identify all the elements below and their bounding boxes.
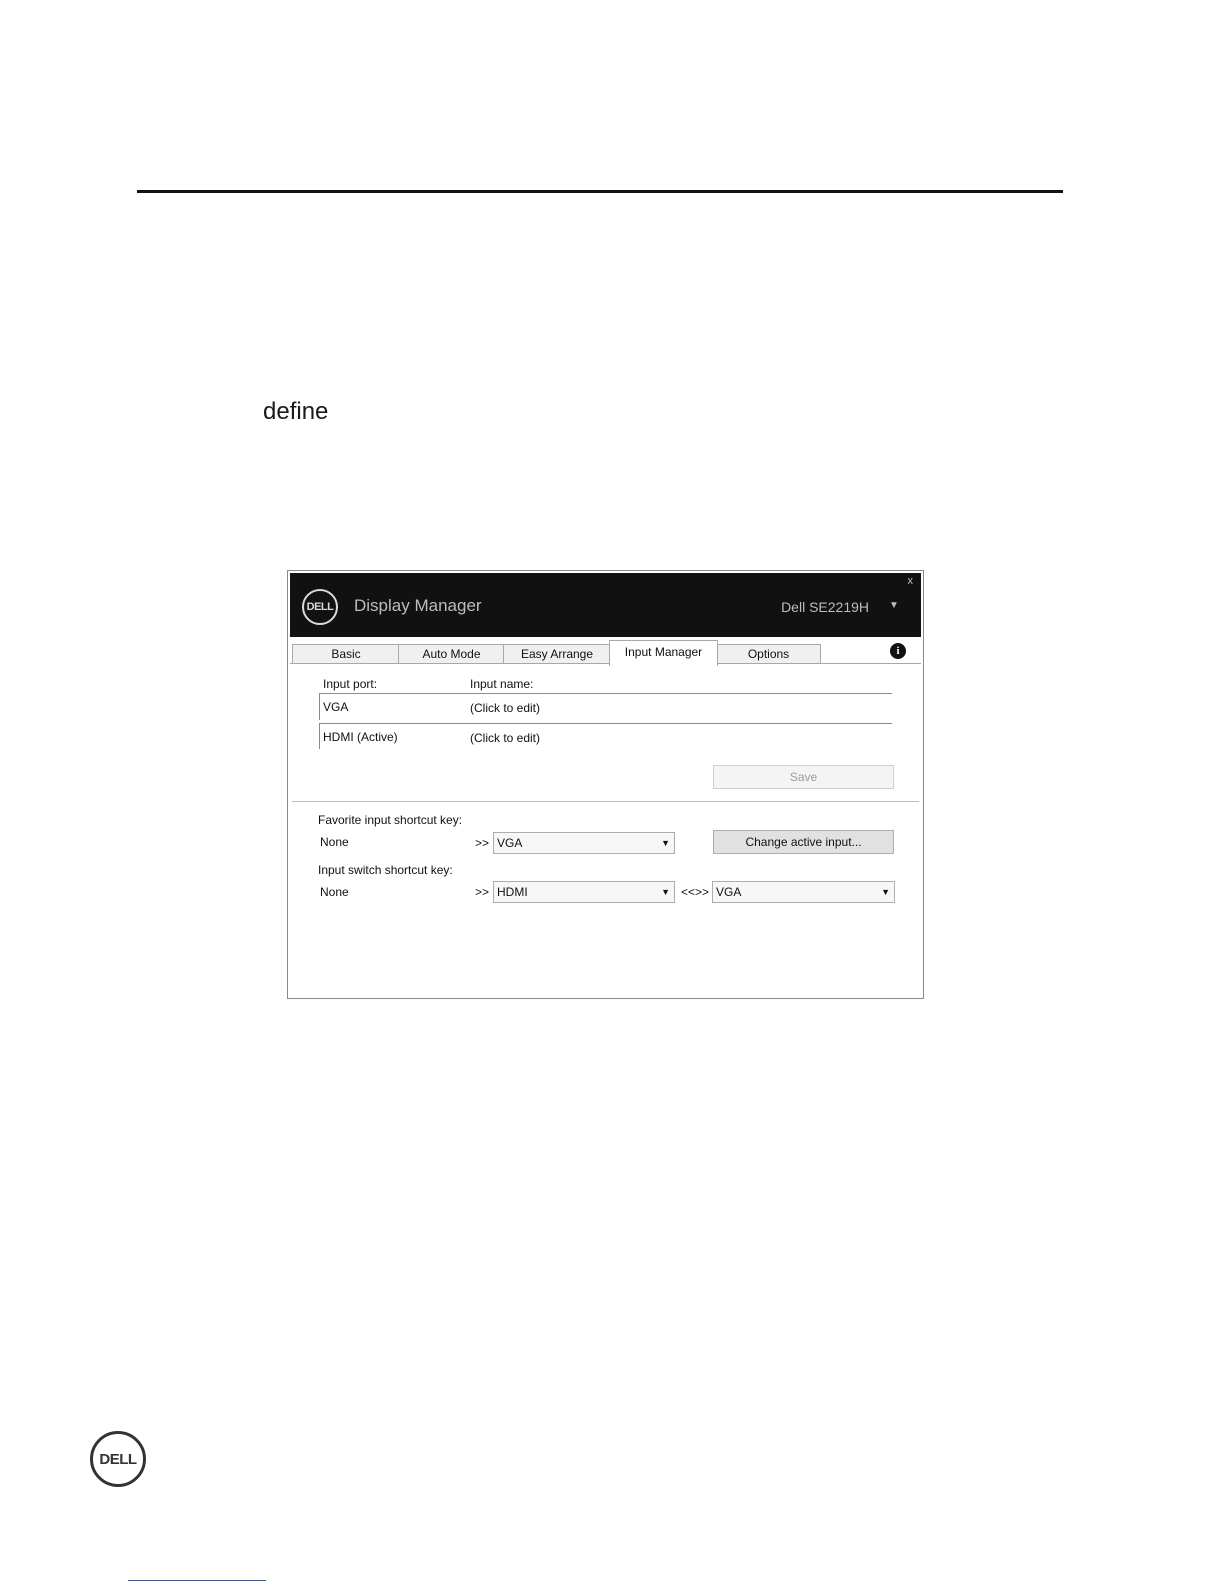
tab-strip-line (290, 663, 921, 664)
input-port-hdmi: HDMI (Active) (323, 730, 398, 744)
title-bar (290, 573, 921, 637)
input-name-hdmi[interactable]: (Click to edit) (470, 731, 541, 745)
tab-options[interactable]: Options (716, 644, 821, 664)
close-icon[interactable]: x (907, 575, 913, 587)
row-border (319, 723, 320, 749)
body-text: define (263, 398, 329, 425)
switch-from-value: HDMI (497, 885, 528, 899)
favorite-input-select[interactable] (493, 832, 675, 854)
monitor-selector[interactable]: Dell SE2219H (781, 599, 869, 615)
dell-logo-icon: DELL (302, 589, 338, 625)
info-icon[interactable]: i (890, 643, 906, 659)
favorite-input-value: VGA (497, 836, 523, 850)
change-active-input-button[interactable]: Change active input... (713, 830, 894, 854)
row-divider (319, 723, 892, 724)
display-manager-dialog (287, 570, 924, 999)
column-header-name: Input name: (470, 677, 534, 691)
switch-between: <<>> (681, 885, 710, 899)
switch-arrow: >> (475, 885, 490, 899)
section-divider (292, 801, 919, 802)
tab-basic[interactable]: Basic (292, 644, 400, 664)
favorite-arrow: >> (475, 836, 490, 850)
switch-shortcut-label: Input switch shortcut key: (318, 863, 453, 877)
input-port-vga: VGA (323, 700, 349, 714)
app-title: Display Manager (354, 596, 482, 615)
tab-auto-mode[interactable]: Auto Mode (398, 644, 505, 664)
chevron-down-icon[interactable]: ▼ (889, 600, 899, 611)
favorite-shortcut-key[interactable]: None (320, 835, 349, 849)
switch-to-select[interactable] (712, 881, 895, 903)
table-header-line (319, 693, 892, 694)
input-name-vga[interactable]: (Click to edit) (470, 701, 541, 715)
chevron-down-icon: ▼ (661, 838, 670, 848)
tab-easy-arrange[interactable]: Easy Arrange (503, 644, 611, 664)
switch-shortcut-key[interactable]: None (320, 885, 349, 899)
favorite-shortcut-label: Favorite input shortcut key: (318, 813, 463, 827)
save-button[interactable]: Save (713, 765, 894, 789)
switch-to-value: VGA (716, 885, 742, 899)
footer-link-underline[interactable] (128, 1580, 266, 1581)
header-rule (137, 190, 1063, 193)
tab-input-manager[interactable]: Input Manager (609, 640, 718, 666)
switch-from-select[interactable] (493, 881, 675, 903)
chevron-down-icon: ▼ (661, 887, 670, 897)
row-border (319, 693, 320, 720)
chevron-down-icon: ▼ (881, 887, 890, 897)
column-header-port: Input port: (323, 677, 378, 691)
dell-footer-logo-icon: DELL (90, 1431, 146, 1487)
